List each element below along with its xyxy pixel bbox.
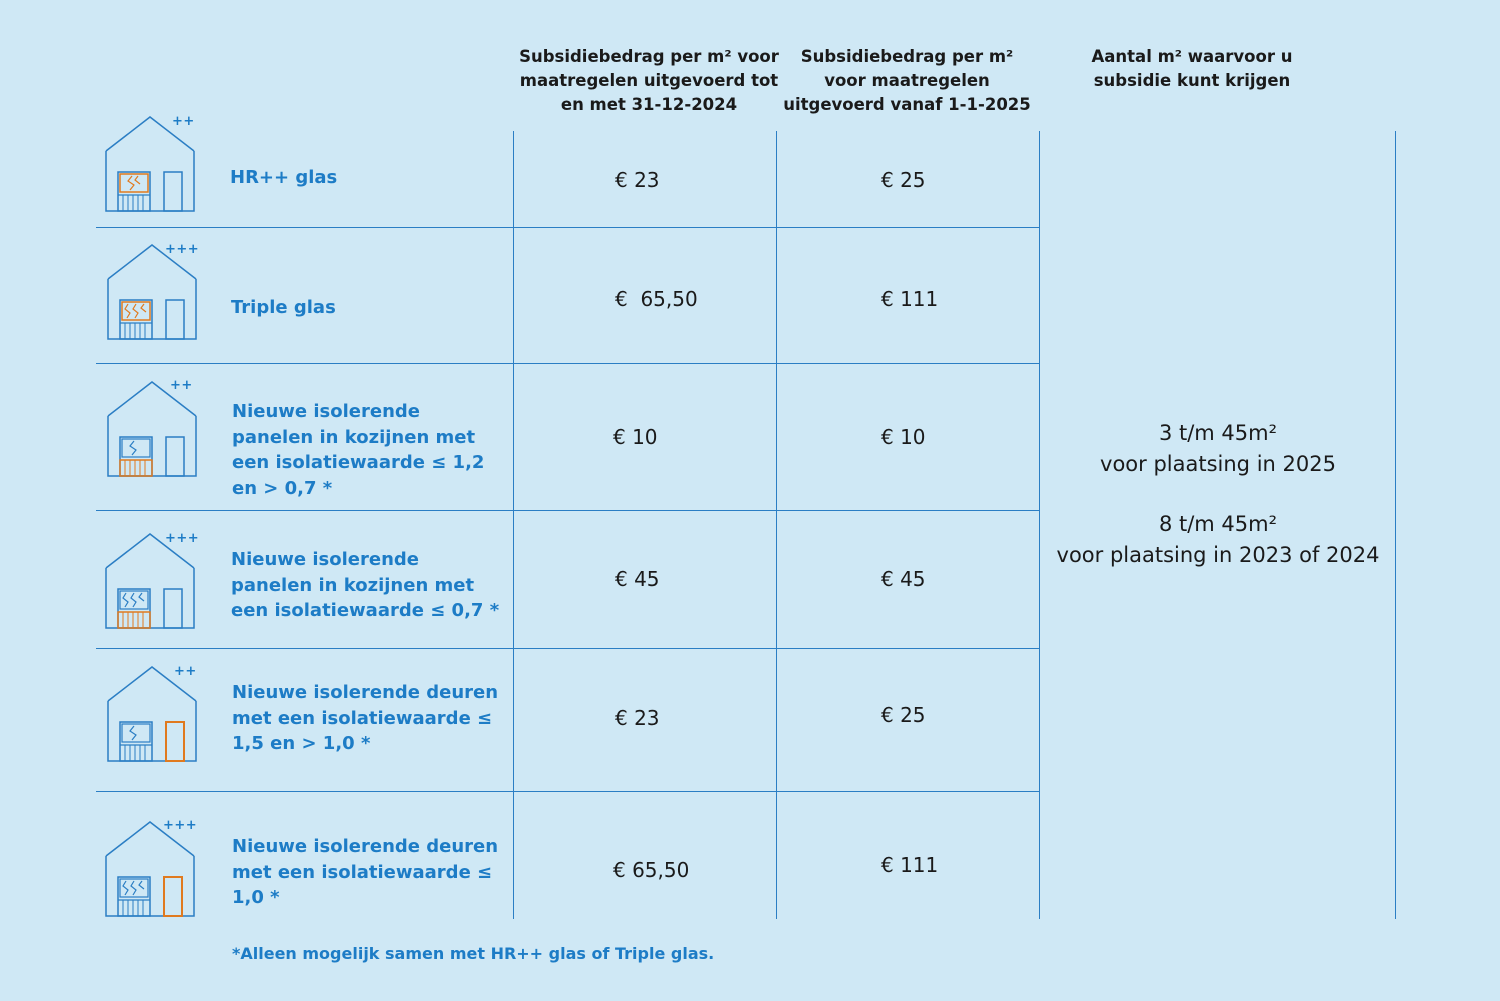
row-divider <box>96 791 1039 792</box>
house-panel-triple-icon <box>104 532 200 632</box>
header-area: Aantal m² waarvoor u subsidie kunt krijgen <box>1091 47 1293 90</box>
row-label: Nieuwe isolerende panelen in kozijnen met een isolatiewaarde ≤ 0,7 * <box>231 549 500 621</box>
row-divider <box>96 363 1039 364</box>
column-divider <box>513 131 514 919</box>
value-2025: € 45 <box>881 567 926 591</box>
area-range-2023-2024: 8 t/m 45m² <box>1158 512 1278 536</box>
value-2024: € 23 <box>615 168 660 192</box>
row-divider <box>96 510 1039 511</box>
row-label: Nieuwe isolerende deuren met een isolatiewaarde ≤ 1,5 en > 1,0 * <box>232 682 499 754</box>
row-label: Nieuwe isolerende panelen in kozijnen met een isolatiewaarde ≤ 1,2 en > 0,7 * <box>232 401 485 499</box>
plus-icon: +++ <box>165 531 200 546</box>
plus-icon: +++ <box>163 818 198 833</box>
area-range-2025: 3 t/m 45m² <box>1158 421 1278 445</box>
value-2025: € 25 <box>881 168 926 192</box>
row-divider <box>96 227 1039 228</box>
plus-icon: +++ <box>165 242 200 257</box>
area-note-2025: voor plaatsing in 2025 <box>1100 452 1336 476</box>
house-door-icon <box>106 665 202 765</box>
row-label: Nieuwe isolerende deuren met een isolatiewaarde ≤ 1,0 * <box>232 836 499 908</box>
house-panel-icon <box>106 380 202 480</box>
area-info <box>1040 418 1396 571</box>
house-triple-glass-icon <box>106 243 202 343</box>
area-note-2023-2024: voor plaatsing in 2023 of 2024 <box>1056 543 1380 567</box>
value-2025: € 25 <box>881 703 926 727</box>
row-divider <box>96 648 1039 649</box>
value-2025: € 111 <box>881 853 939 877</box>
value-2025: € 111 <box>881 287 939 311</box>
footnote: *Alleen mogelijk samen met HR++ glas of Triple glas. <box>232 944 715 963</box>
column-divider <box>776 131 777 919</box>
plus-icon: ++ <box>174 664 197 679</box>
header-amount-2025: Subsidiebedrag per m² voor maatregelen uitgevoerd vanaf 1-1-2025 <box>783 47 1031 114</box>
row-label: HR++ glas <box>230 167 338 188</box>
header-amount-2024: Subsidiebedrag per m² voor maatregelen uitgevoerd tot en met 31-12-2024 <box>519 47 779 114</box>
value-2024: € 23 <box>615 706 660 730</box>
plus-icon: ++ <box>170 378 193 393</box>
house-door-triple-icon <box>104 820 200 920</box>
plus-icon: ++ <box>172 114 195 129</box>
value-2024: € 45 <box>615 567 660 591</box>
value-2025: € 10 <box>881 425 926 449</box>
value-2024: € 10 <box>613 425 658 449</box>
value-2024: € 65,50 <box>613 858 690 882</box>
value-2024: € 65,50 <box>615 287 698 311</box>
row-label: Triple glas <box>231 297 336 318</box>
house-hr-glass-icon <box>104 115 200 215</box>
